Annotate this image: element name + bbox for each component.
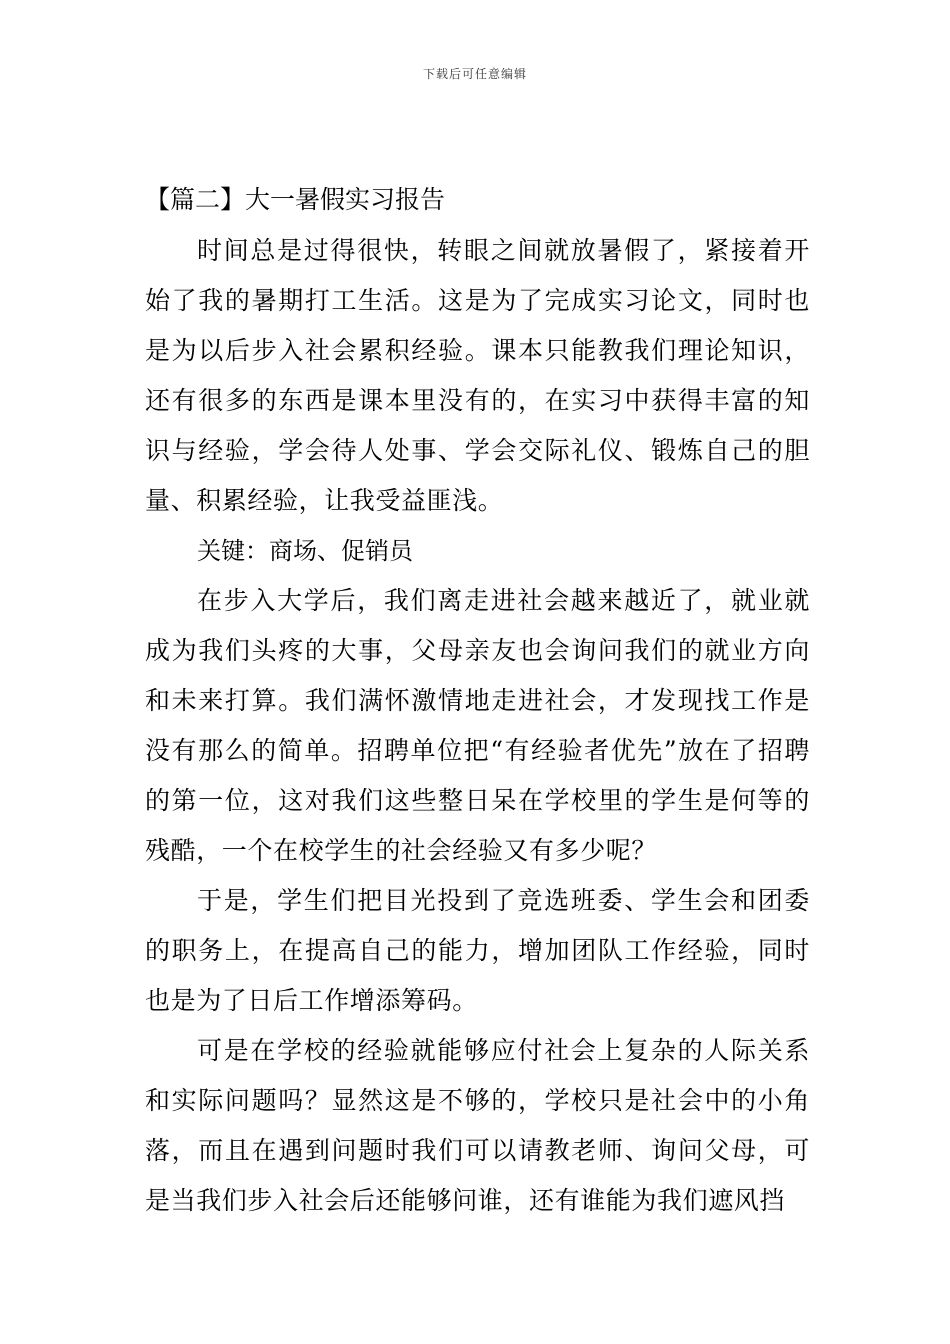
paragraph-student-roles: 于是，学生们把目光投到了竞选班委、学生会和团委的职务上，在提高自己的能力，增加团队工作经验，同时也是为了日后工作增添筹码。 bbox=[145, 886, 810, 1015]
page-header: 下载后可任意编辑 bbox=[422, 67, 527, 81]
paragraph-school-experience: 可是在学校的经验就能够应付社会上复杂的人际关系和实际问题吗？显然这是不够的，学校只是社会中的小角落，而且在遇到问题时我们可以请教老师、询问父母，可是当我们步入社会后还能够问谁，还有谁能为我们遮风挡 bbox=[145, 1036, 810, 1215]
document-body bbox=[145, 180, 810, 1226]
document-heading: 【篇二】大一暑假实习报告 bbox=[145, 185, 446, 214]
paragraph-employment: 在步入大学后，我们离走进社会越来越近了，就业就成为我们头疼的大事，父母亲友也会询问我们的就业方向和未来打算。我们满怀激情地走进社会，才发现找工作是没有那么的简单。招聘单位把“有经验者优先”放在了招聘的第一位，这对我们这些整日呆在学校里的学生是何等的残酷，一个在校学生的社会经验又有多少呢？ bbox=[145, 586, 810, 865]
keywords-line: 关键：商场、促销员 bbox=[197, 537, 413, 565]
paragraph-intro: 时间总是过得很快，转眼之间就放暑假了，紧接着开始了我的暑期打工生活。这是为了完成实习论文，同时也是为以后步入社会累积经验。课本只能教我们理论知识，还有很多的东西是课本里没有的，在实习中获得丰富的知识与经验，学会待人处事、学会交际礼仪、锻炼自己的胆量、积累经验，让我受益匪浅。 bbox=[145, 236, 810, 515]
